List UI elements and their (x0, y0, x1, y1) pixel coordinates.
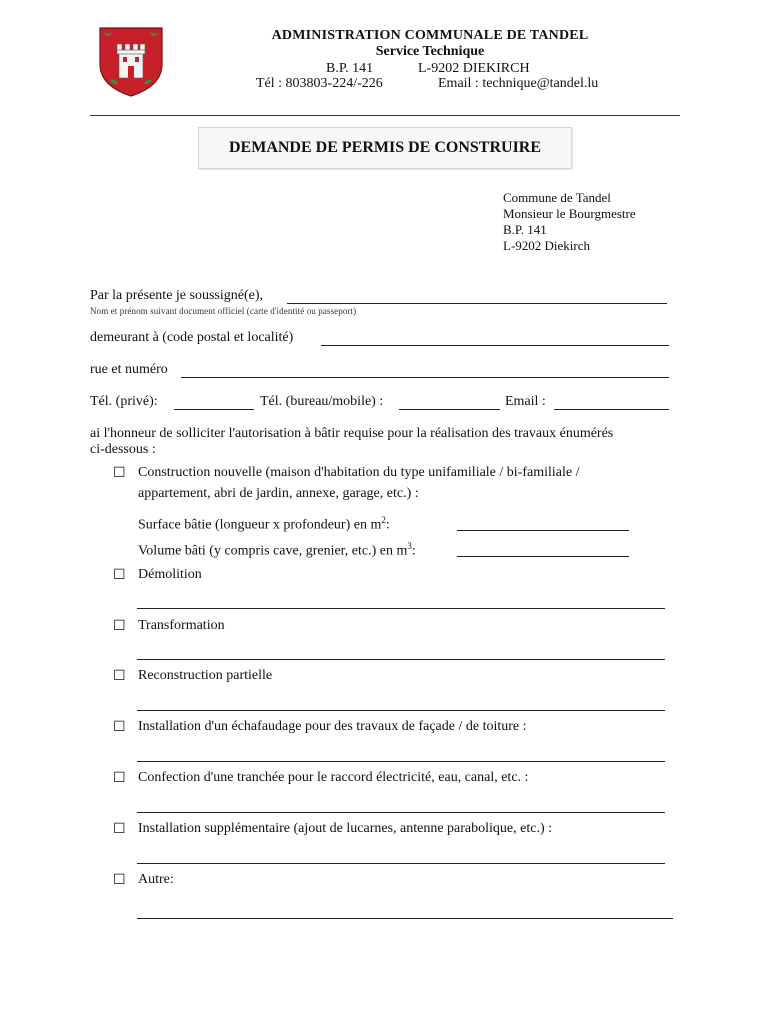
address-line: B.P. 141 (503, 222, 547, 237)
intro-line: ai l'honneur de solliciter l'autorisation à bâtir requise pour la réalisation des travaux énumérés (90, 426, 614, 441)
option-construction-label: Construction nouvelle (maison d'habitation du type unifamiliale / bi-familiale / (138, 465, 580, 480)
service-name: Service Technique (375, 44, 485, 59)
name-field[interactable] (287, 303, 667, 304)
tranchee-field[interactable] (137, 812, 665, 813)
checkbox-echafaudage[interactable]: ☐ (113, 720, 126, 735)
checkbox-autre[interactable]: ☐ (113, 873, 126, 888)
tel-prive-field[interactable] (174, 409, 254, 410)
surface-text: Surface bâtie (longueur x profondeur) en m (138, 517, 382, 533)
transformation-field[interactable] (137, 659, 665, 660)
checkbox-tranchee[interactable]: ☐ (113, 771, 126, 786)
intro-line: ci-dessous : (90, 442, 156, 457)
header-divider (90, 115, 680, 116)
header-tel: Tél : 803803-224/-226 (256, 76, 383, 91)
header-postal: L-9202 DIEKIRCH (418, 61, 530, 76)
autre-field[interactable] (137, 918, 673, 919)
echafaudage-field[interactable] (137, 761, 665, 762)
tel-bureau-field[interactable] (399, 409, 500, 410)
option-tranchee-label: Confection d'une tranchée pour le raccord électricité, eau, canal, etc. : (138, 770, 529, 785)
option-supplementaire-label: Installation supplémentaire (ajout de lucarnes, antenne parabolique, etc.) : (138, 821, 553, 836)
checkbox-supplementaire[interactable]: ☐ (113, 822, 126, 837)
checkbox-reconstruction[interactable]: ☐ (113, 669, 126, 684)
soussigne-label: Par la présente je soussigné(e), (90, 288, 263, 303)
volume-text: Volume bâti (y compris cave, grenier, etc.) en m (138, 543, 408, 559)
administration-title: ADMINISTRATION COMMUNALE DE TANDEL (271, 28, 589, 43)
surface-label: Surface bâtie (longueur x profondeur) en $m^2$: (138, 515, 390, 533)
demolition-field[interactable] (137, 608, 665, 609)
address-line: Commune de Tandel (503, 190, 611, 205)
recipient-address (503, 190, 636, 254)
option-reconstruction-label: Reconstruction partielle (138, 668, 273, 683)
name-hint: Nom et prénom suivant document officiel (carte d'identité ou passeport) (90, 306, 357, 316)
form-title: DEMANDE DE PERMIS DE CONSTRUIRE (198, 127, 572, 169)
volume-sup: 3 (407, 541, 412, 551)
email-label: Email : (505, 394, 546, 409)
street-field[interactable] (181, 377, 669, 378)
tel-bureau-label: Tél. (bureau/mobile) : (260, 394, 384, 409)
option-autre-label: Autre: (138, 872, 174, 887)
tel-prive-label: Tél. (privé): (90, 394, 158, 409)
demeurant-label: demeurant à (code postal et localité) (90, 330, 294, 345)
option-construction-label: appartement, abri de jardin, annexe, garage, etc.) : (138, 486, 419, 501)
volume-label: Volume bâti (y compris cave, grenier, etc.) en $m^3$: (138, 541, 416, 559)
supplementaire-field[interactable] (137, 863, 665, 864)
checkbox-demolition[interactable]: ☐ (113, 568, 126, 583)
surface-sup: 2 (381, 515, 386, 525)
header-email: Email : technique@tandel.lu (438, 76, 599, 91)
option-echafaudage-label: Installation d'un échafaudage pour des travaux de façade / de toiture : (138, 719, 527, 734)
header-bp: B.P. 141 (326, 61, 374, 76)
checkbox-construction[interactable]: ☐ (113, 466, 126, 481)
option-transformation-label: Transformation (138, 618, 225, 633)
locality-field[interactable] (321, 345, 669, 346)
option-demolition-label: Démolition (138, 567, 202, 582)
email-field[interactable] (554, 409, 669, 410)
municipal-crest-logo (96, 26, 166, 98)
address-line: Monsieur le Bourgmestre (503, 206, 636, 221)
volume-field[interactable] (457, 556, 629, 557)
rue-label: rue et numéro (90, 362, 168, 377)
surface-field[interactable] (457, 530, 629, 531)
address-line: L-9202 Diekirch (503, 238, 591, 253)
reconstruction-field[interactable] (137, 710, 665, 711)
checkbox-transformation[interactable]: ☐ (113, 619, 126, 634)
